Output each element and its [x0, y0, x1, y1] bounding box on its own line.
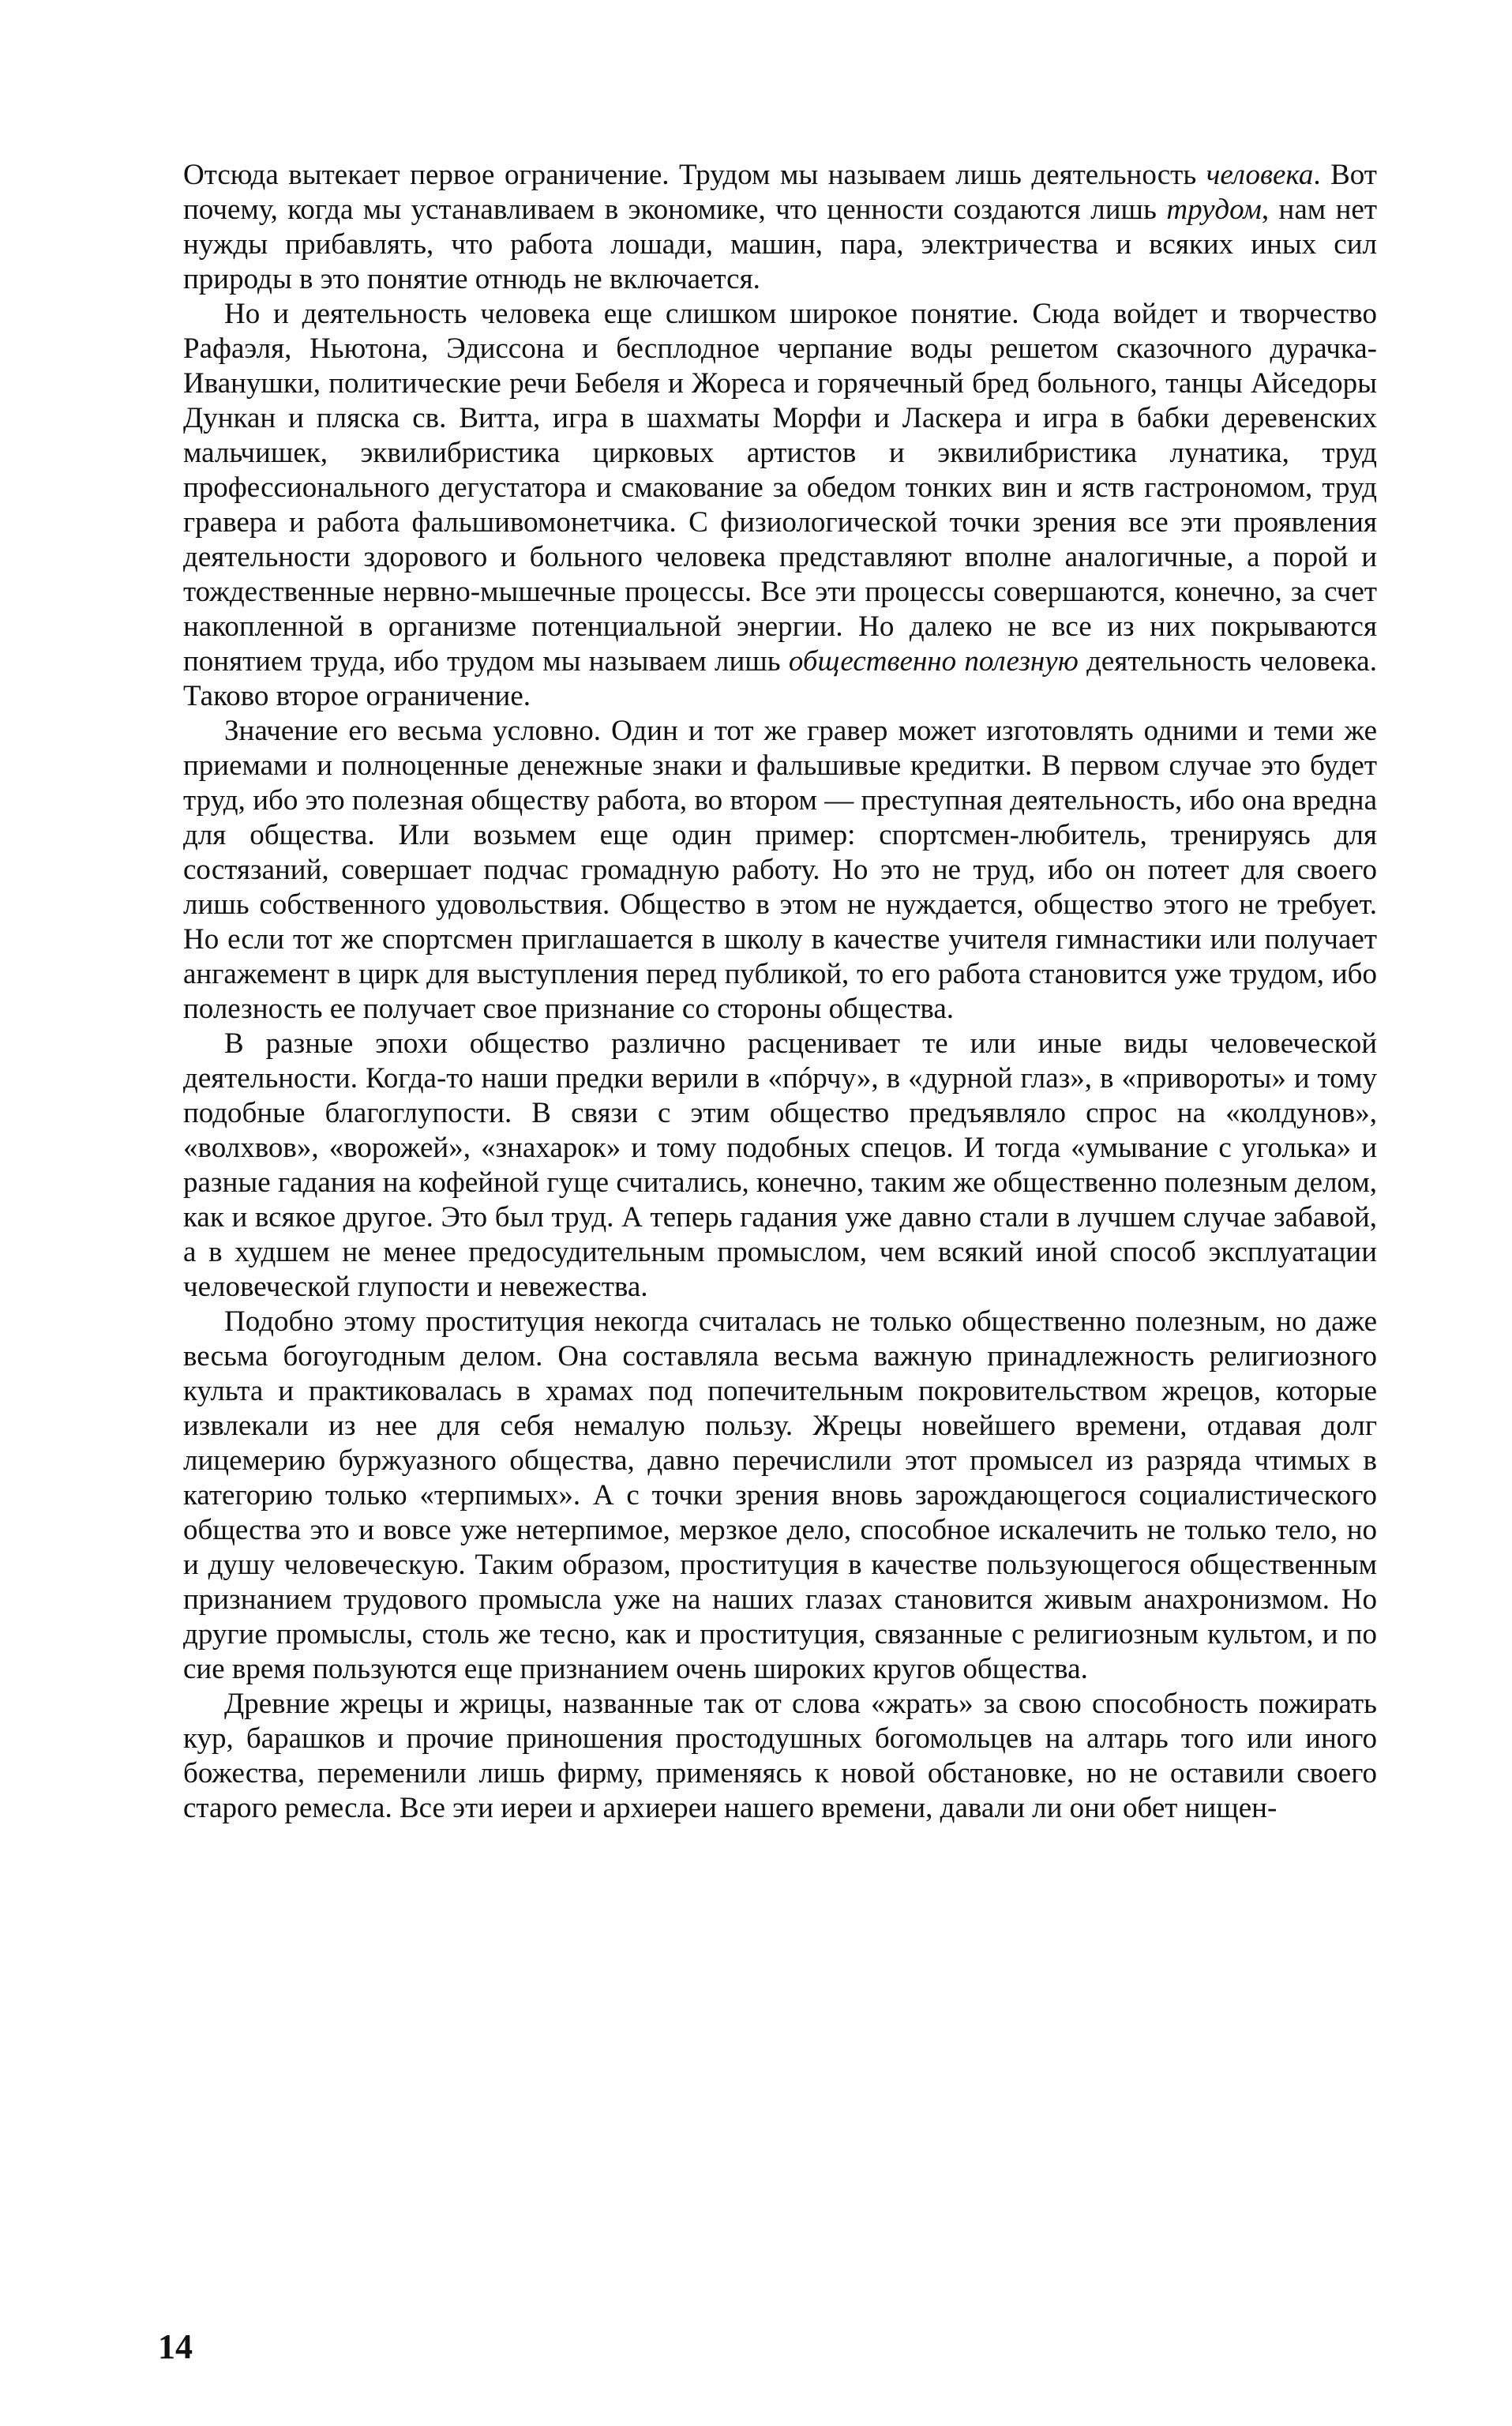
- text-run: Но и деятельность человека еще слишком широкое понятие. Сюда войдет и творчество Рафаэля, Ньютона, Эдиссона и бесплодное черпание воды решетом сказочного дурачка-Иванушки, политические речи Бебеля и Жореса и горячечный бред больного, танцы Айседоры Дункан и пляска св. Витта, игра в шахматы Морфи и Ласкера и игра в бабки деревенских мальчишек, эквилибристика цирковых артистов и эквилибристика лунатика, труд профессионального дегустатора и смакование за обедом тонких вин и яств гастрономом, труд гравера и работа фальшивомонетчика. С физиологической точки зрения все эти проявления деятельности здорового и больного человека представляют вполне аналогичные, а порой и тождественные нервно-мышечные процессы. Все эти процессы совершаются, конечно, за счет накопленной в организме потенциальной энергии. Но далеко не все из них покрываются понятием труда, ибо трудом мы называем лишь: [183, 298, 1377, 678]
- text-run: . Вот почему, когда мы устанавливаем в экономике, что ценности создаются лишь: [183, 159, 1377, 226]
- italic-run: трудом: [1166, 193, 1262, 226]
- italic-run: общественно полезную: [788, 645, 1079, 678]
- text-run: Древние жрецы и жрицы, названные так от слова «жрать» за свою способность пожирать кур, барашков и прочие приношения простодушных богомольцев на алтарь того или иного божества, переменили лишь фирму, применяясь к новой обстановке, но не оставили своего старого ремесла. Все эти иереи и архиереи нашего времени, давали ли они обет нищен-: [183, 1688, 1377, 1824]
- text-run: деятельность человека. Таково второе ограничение.: [183, 645, 1377, 712]
- italic-run: человека: [1206, 159, 1314, 191]
- text-run: Отсюда вытекает первое ограничение. Трудом мы называем лишь деятельность: [183, 159, 1206, 191]
- text-run: , нам нет нужды прибавлять, что работа лошади, машин, пара, электричества и всяких иных сил природы в это понятие отнюдь не включается.: [183, 193, 1378, 295]
- text-run: Подобно этому проституция некогда считалась не только общественно полезным, но даже весьма богоугодным делом. Она составляла весьма важную принадлежность религиозного культа и практиковалась в храмах под попечительным покровительством жрецов, которые извлекали из нее для себя немалую пользу. Жрецы новейшего времени, отдавая долг лицемерию буржуазного общества, давно перечислили этот промысел из разряда чтимых в категорию только «терпимых». А с точки зрения вновь зарождающегося социалистического общества это и вовсе уже нетерпимое, мерзкое дело, способное искалечить не только тело, но и душу человеческую. Таким образом, проституция в качестве пользующегося общественным признанием трудового промысла уже на наших глазах становится живым анахронизмом. Но другие промыслы, столь же тесно, как и проституция, связанные с религиозным культом, и по сие время пользуются еще признанием очень широких кругов общества.: [183, 1305, 1377, 1685]
- paragraph-2: [183, 297, 1377, 714]
- paragraph-3: [183, 714, 1377, 1027]
- text-run: В разные эпохи общество различно расценивает те или иные виды человеческой деятельности. Когда-то наши предки верили в «пóрчу», в «дурной глаз», в «привороты» и тому подобные благоглупости. В связи с этим общество предъявляло спрос на «колдунов», «волхвов», «ворожей», «знахарок» и тому подобных спецов. И тогда «умывание с уголька» и разные гадания на кофейной гуще считались, конечно, таким же общественно полезным делом, как и всякое другое. Это был труд. А теперь гадания уже давно стали в лучшем случае забавой, а в худшем не менее предосудительным промыслом, чем всякий иной способ эксплуатации человеческой глупости и невежества.: [183, 1027, 1377, 1303]
- paragraph-6: [183, 1687, 1377, 1826]
- paragraph-5: [183, 1305, 1377, 1687]
- paragraph-1: [183, 158, 1377, 297]
- main-text: [183, 158, 1377, 1826]
- paragraph-4: [183, 1027, 1377, 1305]
- page-number: 14: [158, 2327, 193, 2366]
- text-run: Значение его весьма условно. Один и тот же гравер может изготовлять одними и теми же приемами и полноценные денежные знаки и фальшивые кредитки. В первом случае это будет труд, ибо это полезная обществу работа, во втором — преступная деятельность, ибо она вредна для общества. Или возьмем еще один пример: спортсмен-любитель, тренируясь для состязаний, совершает подчас громадную работу. Но это не труд, ибо он потеет для своего лишь собственного удовольствия. Общество в этом не нуждается, общество этого не требует. Но если тот же спортсмен приглашается в школу в качестве учителя гимнастики или получает ангажемент в цирк для выступления перед публикой, то его работа становится уже трудом, ибо полезность ее получает свое признание со стороны общества.: [183, 715, 1377, 1025]
